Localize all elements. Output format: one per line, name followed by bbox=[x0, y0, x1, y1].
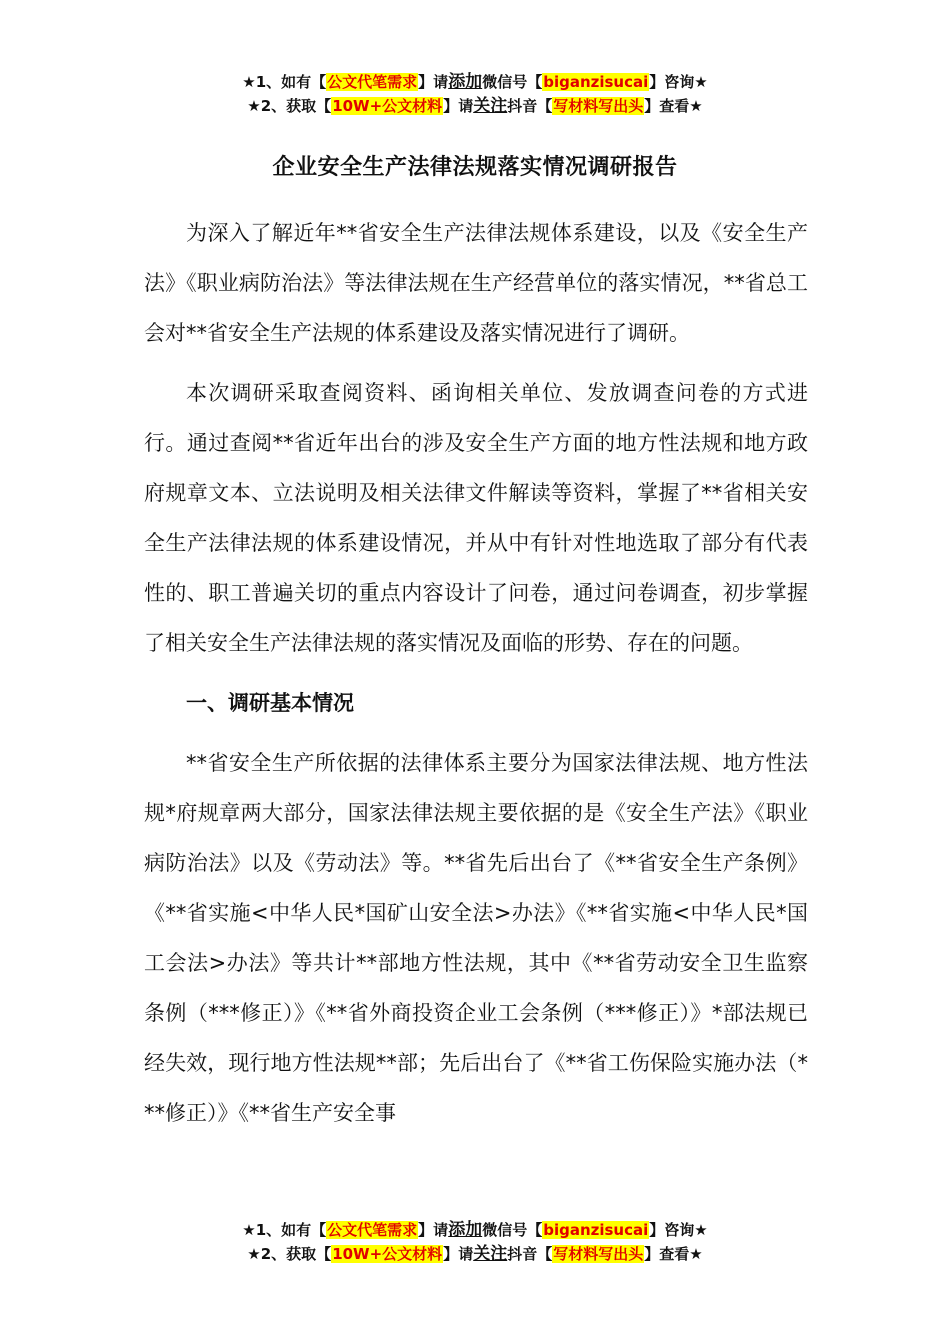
paragraph-method: 本次调研采取查阅资料、函询相关单位、发放调查问卷的方式进行。通过查阅**省近年出台的涉及安全生产方面的地方性法规和地方政府规章文本、立法说明及相关法律文件解读等资料，掌握了**省相关安全生产法律法规的体系建设情况，并从中有针对性地选取了部分有代表性的、职工普遍关切的重点内容设计了问卷，通过问卷调查，初步掌握了相关安全生产法律法规的落实情况及面临的形势、存在的问题。 bbox=[144, 381, 808, 655]
section-heading: 一、调研基本情况 bbox=[186, 691, 354, 715]
paragraph-section1: **省安全生产所依据的法律体系主要分为国家法律法规、地方性法规*府规章两大部分，国家法律法规主要依据的是《安全生产法》《职业病防治法》以及《劳动法》等。**省先后出台了《**省安全生产条例》《**省实施<中华人民*国矿山安全法>办法》《**省实施<中华人民*国工会法>办法》等共计**部地方性法规，其中《**省劳动安全卫生监察条例（***修正）》《**省外商投资企业工会条例（***修正）》*部法规已经失效，现行地方性法规**部；先后出台了《**省工伤保险实施办法（***修正）》《**省生产安全事 bbox=[144, 751, 808, 1125]
banner-highlight: biganzisucai bbox=[543, 73, 649, 91]
banner-emphasis: 添加 bbox=[448, 1220, 483, 1240]
banner-text: 】请 bbox=[443, 97, 474, 115]
banner-text: 微信号【 bbox=[482, 73, 543, 91]
banner-line-1 bbox=[0, 1218, 950, 1242]
banner-text: 】查看★ bbox=[644, 1245, 703, 1263]
banner-text: 抖音【 bbox=[507, 1245, 553, 1263]
banner-line-2 bbox=[0, 1242, 950, 1266]
banner-text: 】请 bbox=[418, 1221, 449, 1239]
banner-text: ★1、如有【 bbox=[242, 1221, 327, 1239]
banner-line-1 bbox=[0, 70, 950, 94]
banner-emphasis: 关注 bbox=[473, 1244, 508, 1264]
banner-highlight: biganzisucai bbox=[543, 1221, 649, 1239]
document-body bbox=[144, 208, 808, 1138]
banner-text: 】请 bbox=[443, 1245, 474, 1263]
banner-text: ★2、获取【 bbox=[247, 97, 332, 115]
bottom-banner bbox=[0, 1218, 950, 1266]
banner-text: 】咨询★ bbox=[649, 1221, 708, 1239]
document-title: 企业安全生产法律法规落实情况调研报告 bbox=[272, 155, 678, 180]
banner-highlight: 10W+公文材料 bbox=[332, 97, 443, 115]
banner-text: 】查看★ bbox=[644, 97, 703, 115]
banner-highlight: 写材料写出头 bbox=[553, 1245, 644, 1263]
banner-highlight: 写材料写出头 bbox=[553, 97, 644, 115]
banner-highlight: 公文代笔需求 bbox=[327, 1221, 418, 1239]
banner-text: 】咨询★ bbox=[649, 73, 708, 91]
banner-highlight: 公文代笔需求 bbox=[327, 73, 418, 91]
banner-text: ★2、获取【 bbox=[247, 1245, 332, 1263]
banner-emphasis: 添加 bbox=[448, 72, 483, 92]
paragraph-intro: 为深入了解近年**省安全生产法律法规体系建设，以及《安全生产法》《职业病防治法》等法律法规在生产经营单位的落实情况，**省总工会对**省安全生产法规的体系建设及落实情况进行了调研。 bbox=[144, 221, 808, 345]
banner-emphasis: 关注 bbox=[473, 96, 508, 116]
banner-text: 微信号【 bbox=[482, 1221, 543, 1239]
banner-text: ★1、如有【 bbox=[242, 73, 327, 91]
banner-highlight: 10W+公文材料 bbox=[332, 1245, 443, 1263]
top-banner bbox=[0, 70, 950, 118]
banner-text: 抖音【 bbox=[507, 97, 553, 115]
banner-text: 】请 bbox=[418, 73, 449, 91]
banner-line-2 bbox=[0, 94, 950, 118]
